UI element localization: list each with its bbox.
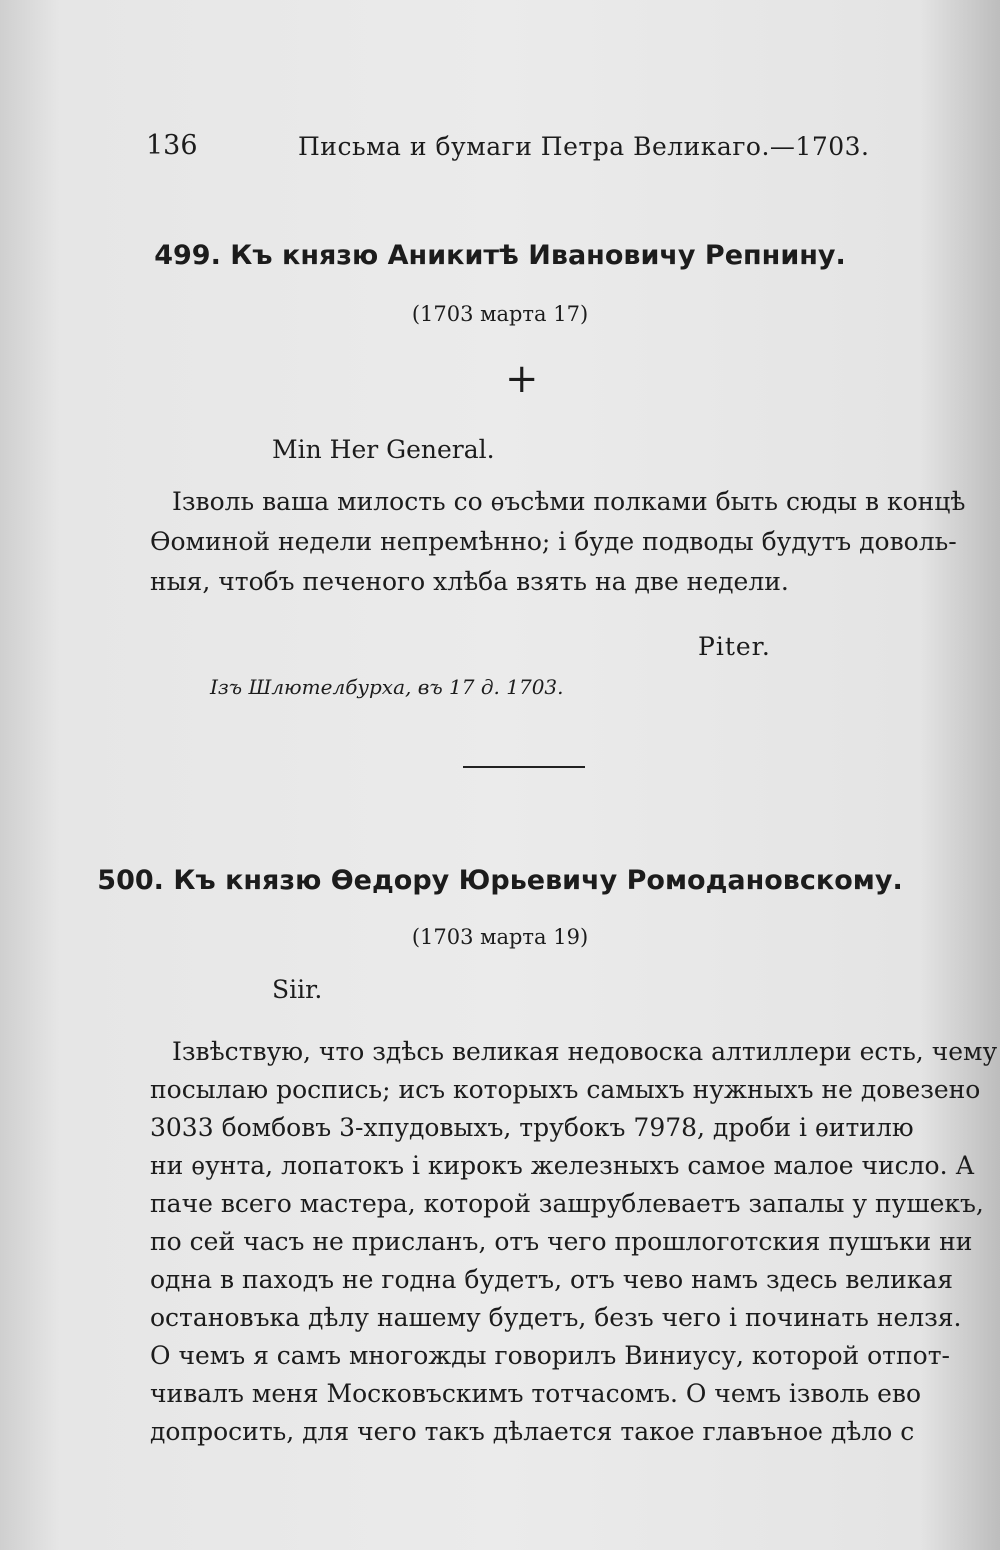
section-divider	[463, 766, 585, 768]
letter-500-line: О чемъ я самъ многожды говорилъ Виниусу, которой отпот-	[150, 1341, 950, 1370]
letter-500-line: ни ѳунта, лопатокъ і кирокъ железныхъ самое малое число. А	[150, 1151, 975, 1180]
letter-500-line: посылаю роспись; исъ которыхъ самыхъ нужныхъ не довезено	[150, 1075, 981, 1104]
cross-symbol: +	[505, 356, 539, 402]
letter-499-place-date: Ізъ Шлютелбурха, въ 17 д. 1703.	[210, 675, 564, 699]
letter-500-line: Ізвѣствую, что здѣсь великая недовоска алтиллери есть, чему	[172, 1037, 998, 1066]
running-title: Письма и бумаги Петра Великаго.—1703.	[298, 132, 870, 161]
page-number: 136	[146, 130, 198, 161]
letter-500-line: 3033 бомбовъ 3-хпудовыхъ, трубокъ 7978, дроби і ѳитилю	[150, 1113, 914, 1142]
letter-499-salutation: Min Her General.	[272, 435, 495, 464]
letter-499-date: (1703 марта 17)	[411, 302, 589, 326]
letter-499-line: ныя, чтобъ печеного хлѣба взять на две недели.	[150, 567, 789, 596]
letter-500-title: 500. Къ князю Ѳедору Юрьевичу Ромодановскому.	[97, 865, 903, 896]
letter-499-line: Ізволь ваша милость со ѳъсѣми полками быть сюды в концѣ	[172, 487, 966, 516]
letter-500-line: паче всего мастера, которой зашрублеваетъ запалы у пушекъ,	[150, 1189, 984, 1218]
letter-499-line: Ѳоминой недели непремѣнно; і буде подводы будутъ доволь-	[150, 527, 957, 556]
letter-499-signature: Piter.	[698, 632, 771, 661]
letter-500-line: по сей часъ не присланъ, отъ чего прошлоготския пушъки ни	[150, 1227, 973, 1256]
letter-500-line: одна в паходъ не годна будетъ, отъ чево намъ здесь великая	[150, 1265, 954, 1294]
letter-500-date: (1703 марта 19)	[411, 925, 589, 949]
letter-500-line: чивалъ меня Московъскимъ тотчасомъ. О чемъ ізволь ево	[150, 1379, 922, 1408]
letter-500-line: допросить, для чего такъ дѣлается такое главъное дѣло с	[150, 1417, 915, 1446]
letter-499-title: 499. Къ князю Аникитѣ Ивановичу Репнину.	[154, 240, 846, 271]
letter-500-salutation: Siir.	[272, 975, 323, 1004]
letter-500-line: остановъка дѣлу нашему будетъ, безъ чего і починать нелзя.	[150, 1303, 962, 1332]
